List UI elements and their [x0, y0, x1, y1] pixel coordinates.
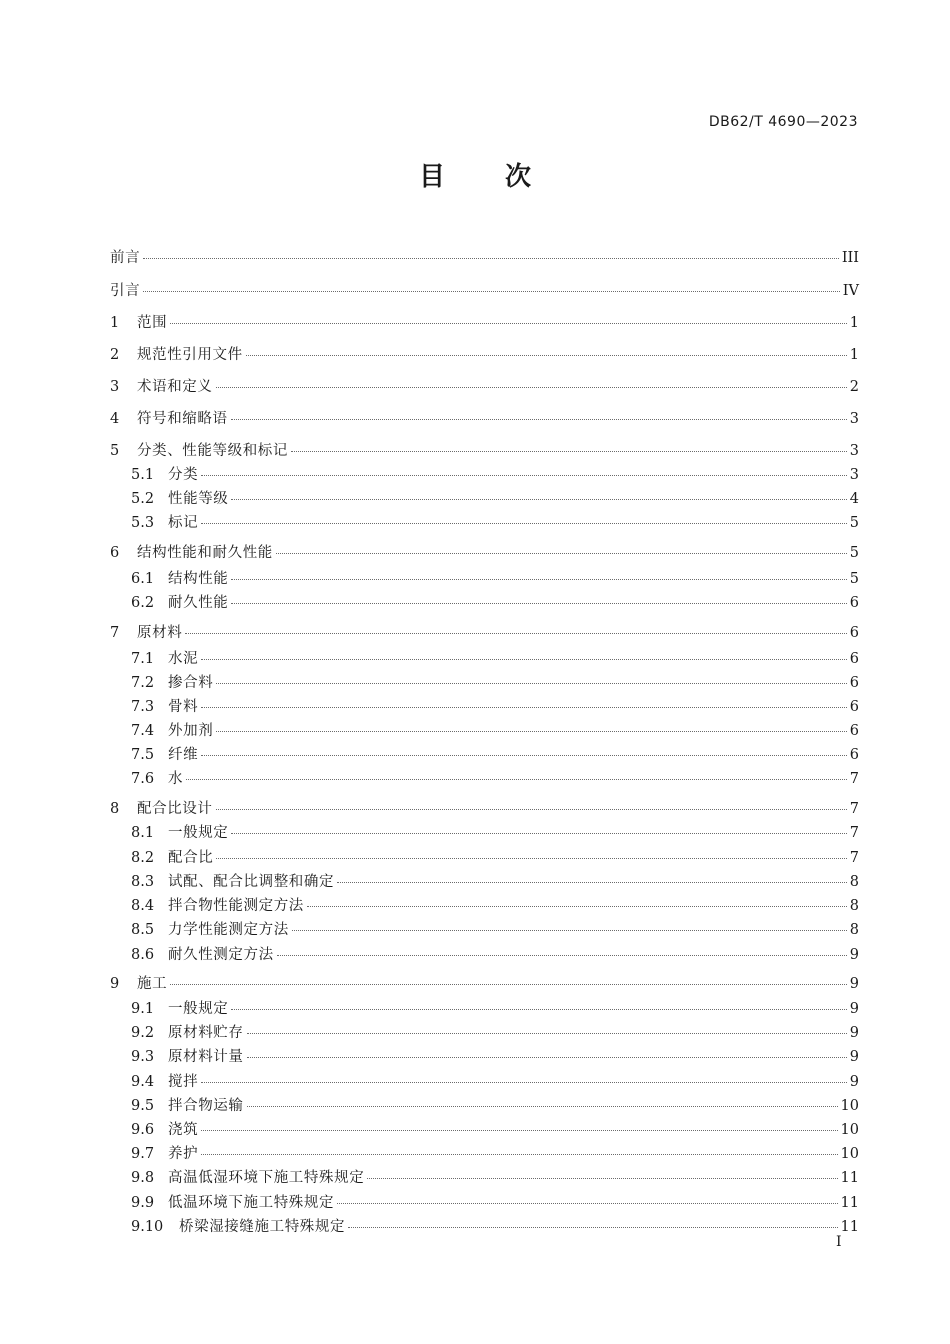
- toc-entry-number: 8.6: [131, 947, 155, 963]
- toc-entry-title: 外加剂: [168, 723, 214, 739]
- toc-entry-number: 8.1: [131, 825, 155, 841]
- dot-leader: [143, 258, 839, 259]
- toc-entry-title: 水泥: [168, 651, 199, 667]
- toc-entry-title: 配合比设计: [137, 801, 213, 817]
- toc-entry-title: 分类: [168, 467, 199, 483]
- toc-entry-page: 6: [849, 651, 859, 667]
- toc-entry-number: 9.9: [131, 1195, 155, 1211]
- toc-entry-number: 7.3: [131, 699, 155, 715]
- toc-entry-title: 拌合物性能测定方法: [168, 898, 304, 914]
- dot-leader: [348, 1227, 837, 1228]
- toc-entry-page: 10: [840, 1098, 859, 1114]
- toc-entry-number: 2: [110, 347, 120, 363]
- toc-entry-number: 9.10: [131, 1219, 164, 1235]
- toc-subentry[interactable]: [131, 1023, 859, 1043]
- dot-leader: [216, 731, 846, 732]
- dot-leader: [170, 323, 847, 324]
- toc-entry-page: 7: [849, 825, 859, 841]
- toc-entry-page: 6: [849, 699, 859, 715]
- toc-entry-page: 8: [849, 898, 859, 914]
- toc-entry-number: 5.3: [131, 515, 155, 531]
- page-number: I: [836, 1234, 842, 1250]
- toc-entry-title: 养护: [168, 1146, 199, 1162]
- toc-entry-title: 一般规定: [168, 825, 229, 841]
- toc-entry-number: 6.1: [131, 571, 155, 587]
- dot-leader: [292, 930, 847, 931]
- toc-entry-page: 3: [849, 467, 859, 483]
- toc-entry[interactable]: [110, 799, 859, 819]
- toc-subentry[interactable]: [131, 945, 859, 965]
- toc-entry-page: 6: [849, 723, 859, 739]
- toc-entry-number: 5.1: [131, 467, 155, 483]
- toc-subentry[interactable]: [131, 1047, 859, 1067]
- toc-entry-page: 7: [849, 801, 859, 817]
- toc-entry-number: 8.3: [131, 874, 155, 890]
- toc-entry-page: 3: [849, 443, 859, 459]
- toc-subentry[interactable]: [131, 721, 859, 741]
- dot-leader: [247, 1057, 847, 1058]
- toc-subentry[interactable]: [131, 745, 859, 765]
- toc-subentry[interactable]: [131, 1096, 859, 1116]
- toc-entry-number: 7.2: [131, 675, 155, 691]
- toc-entry-number: 9.7: [131, 1146, 155, 1162]
- dot-leader: [247, 1033, 847, 1034]
- toc-entry-page: 11: [840, 1219, 859, 1235]
- toc-subentry[interactable]: [131, 823, 859, 843]
- toc-entry-number: 8: [110, 801, 120, 817]
- dot-leader: [231, 499, 846, 500]
- toc-subentry[interactable]: [131, 999, 859, 1019]
- toc-entry-page: 2: [849, 379, 859, 395]
- dot-leader: [201, 659, 847, 660]
- dot-leader: [231, 1009, 846, 1010]
- toc-title: 目次: [418, 162, 591, 192]
- toc-entry-page: IV: [842, 283, 859, 299]
- dot-leader: [367, 1178, 837, 1179]
- toc-entry-page: 9: [849, 1025, 859, 1041]
- toc-entry-number: 4: [110, 411, 120, 427]
- toc-subentry[interactable]: [131, 920, 859, 940]
- dot-leader: [201, 475, 847, 476]
- toc-entry-title: 范围: [137, 315, 168, 331]
- dot-leader: [307, 906, 847, 907]
- toc-entry-title: 掺合料: [168, 675, 214, 691]
- toc-subentry[interactable]: [131, 513, 859, 533]
- toc-entry-page: 5: [849, 571, 859, 587]
- toc-subentry[interactable]: [131, 673, 859, 693]
- toc-entry-page: 6: [849, 595, 859, 611]
- toc-entry[interactable]: [110, 974, 859, 994]
- toc-subentry[interactable]: [131, 649, 859, 669]
- toc-entry-title: 耐久性能: [168, 595, 229, 611]
- dot-leader: [291, 451, 847, 452]
- toc-entry-title: 结构性能: [168, 571, 229, 587]
- toc-subentry[interactable]: [131, 1144, 859, 1164]
- dot-leader: [143, 291, 840, 292]
- toc-entry-number: 8.2: [131, 850, 155, 866]
- toc-subentry[interactable]: [131, 465, 859, 485]
- toc-entry-page: 6: [849, 625, 859, 641]
- toc-subentry[interactable]: [131, 1193, 859, 1213]
- toc-entry-title: 原材料计量: [168, 1049, 244, 1065]
- toc-entry-page: 10: [840, 1146, 859, 1162]
- toc-entry-number: 9.8: [131, 1170, 155, 1186]
- dot-leader: [201, 1154, 837, 1155]
- toc-entry-page: 9: [849, 1001, 859, 1017]
- dot-leader: [246, 355, 847, 356]
- toc-entry-title: 标记: [168, 515, 199, 531]
- dot-leader: [201, 1082, 847, 1083]
- dot-leader: [185, 633, 846, 634]
- toc-entry[interactable]: [110, 543, 859, 563]
- toc-entry-title: 搅拌: [168, 1074, 199, 1090]
- toc-entry[interactable]: [110, 248, 859, 268]
- toc-subentry[interactable]: [131, 872, 859, 892]
- toc-entry-number: 7.5: [131, 747, 155, 763]
- toc-entry-title: 高温低湿环境下施工特殊规定: [168, 1170, 365, 1186]
- toc-entry[interactable]: [110, 281, 859, 301]
- toc-entry-page: 1: [849, 315, 859, 331]
- toc-entry-page: 8: [849, 922, 859, 938]
- toc-entry-title: 纤维: [168, 747, 199, 763]
- dot-leader: [216, 809, 847, 810]
- toc-entry-title: 原材料贮存: [168, 1025, 244, 1041]
- toc-entry-number: 5.2: [131, 491, 155, 507]
- toc-entry-title: 施工: [137, 976, 168, 992]
- dot-leader: [337, 882, 847, 883]
- toc-entry-title: 力学性能测定方法: [168, 922, 289, 938]
- toc-entry-title: 配合比: [168, 850, 214, 866]
- toc-entry-page: 8: [849, 874, 859, 890]
- toc-subentry[interactable]: [131, 1120, 859, 1140]
- toc-entry-page: 11: [840, 1170, 859, 1186]
- toc-entry-number: 9: [110, 976, 120, 992]
- dot-leader: [201, 755, 847, 756]
- toc-entry-page: 9: [849, 1049, 859, 1065]
- toc-entry-page: 7: [849, 771, 859, 787]
- toc-entry[interactable]: [110, 409, 859, 429]
- toc-entry-title: 前言: [110, 250, 141, 266]
- toc-entry-number: 6: [110, 545, 120, 561]
- toc-entry-number: 9.2: [131, 1025, 155, 1041]
- dot-leader: [231, 579, 846, 580]
- toc-entry-number: 9.4: [131, 1074, 155, 1090]
- toc-entry-page: 9: [849, 947, 859, 963]
- toc-entry-title: 原材料: [137, 625, 183, 641]
- toc-subentry[interactable]: [131, 1072, 859, 1092]
- toc-entry-number: 9.5: [131, 1098, 155, 1114]
- toc-entry-number: 6.2: [131, 595, 155, 611]
- toc-entry-title: 符号和缩略语: [137, 411, 228, 427]
- toc-entry-number: 7: [110, 625, 120, 641]
- toc-entry-title: 骨料: [168, 699, 199, 715]
- toc-entry-page: III: [841, 250, 859, 266]
- toc-entry-title: 规范性引用文件: [137, 347, 243, 363]
- toc-entry-title: 水: [168, 771, 184, 787]
- dot-leader: [247, 1106, 838, 1107]
- toc-entry-title: 结构性能和耐久性能: [137, 545, 273, 561]
- dot-leader: [231, 419, 847, 420]
- toc-entry-number: 1: [110, 315, 120, 331]
- toc-entry-number: 9.1: [131, 1001, 155, 1017]
- toc-entry-page: 6: [849, 747, 859, 763]
- toc-entry-title: 试配、配合比调整和确定: [168, 874, 335, 890]
- dot-leader: [216, 387, 847, 388]
- toc-entry[interactable]: [110, 377, 859, 397]
- dot-leader: [201, 1130, 837, 1131]
- toc-entry[interactable]: [110, 313, 859, 333]
- toc-entry-number: 8.5: [131, 922, 155, 938]
- toc-entry-title: 性能等级: [168, 491, 229, 507]
- toc-entry-title: 浇筑: [168, 1122, 199, 1138]
- dot-leader: [231, 833, 846, 834]
- toc-entry-number: 7.1: [131, 651, 155, 667]
- toc-subentry[interactable]: [131, 697, 859, 717]
- toc-entry[interactable]: [110, 441, 859, 461]
- toc-entry[interactable]: [110, 345, 859, 365]
- toc-entry-number: 9.3: [131, 1049, 155, 1065]
- toc-entry-title: 一般规定: [168, 1001, 229, 1017]
- dot-leader: [277, 955, 847, 956]
- toc-subentry[interactable]: [131, 1217, 859, 1237]
- toc-subentry[interactable]: [131, 569, 859, 589]
- toc-entry-title: 桥梁湿接缝施工特殊规定: [179, 1219, 346, 1235]
- toc-entry-page: 9: [849, 976, 859, 992]
- toc-entry-title: 耐久性测定方法: [168, 947, 274, 963]
- dot-leader: [216, 858, 846, 859]
- toc-subentry[interactable]: [131, 593, 859, 613]
- dot-leader: [276, 553, 847, 554]
- toc-entry-page: 5: [849, 515, 859, 531]
- toc-entry-title: 引言: [110, 283, 141, 299]
- toc-subentry[interactable]: [131, 1168, 859, 1188]
- toc-entry-page: 3: [849, 411, 859, 427]
- dot-leader: [170, 984, 847, 985]
- toc-entry-page: 6: [849, 675, 859, 691]
- toc-subentry[interactable]: [131, 896, 859, 916]
- toc-subentry[interactable]: [131, 848, 859, 868]
- toc-entry-number: 7.6: [131, 771, 155, 787]
- toc-entry-number: 7.4: [131, 723, 155, 739]
- toc-entry-number: 9.6: [131, 1122, 155, 1138]
- toc-entry-title: 拌合物运输: [168, 1098, 244, 1114]
- dot-leader: [216, 683, 846, 684]
- dot-leader: [186, 779, 847, 780]
- toc-entry-page: 1: [849, 347, 859, 363]
- toc-entry-page: 9: [849, 1074, 859, 1090]
- toc-entry-title: 低温环境下施工特殊规定: [168, 1195, 335, 1211]
- toc-entry-number: 5: [110, 443, 120, 459]
- toc-entry-title: 术语和定义: [137, 379, 213, 395]
- toc-entry-number: 8.4: [131, 898, 155, 914]
- dot-leader: [231, 603, 846, 604]
- toc-subentry[interactable]: [131, 769, 859, 789]
- toc-entry-number: 3: [110, 379, 120, 395]
- toc-entry-page: 11: [840, 1195, 859, 1211]
- dot-leader: [201, 707, 847, 708]
- dot-leader: [201, 523, 847, 524]
- toc-entry[interactable]: [110, 623, 859, 643]
- toc-subentry[interactable]: [131, 489, 859, 509]
- dot-leader: [337, 1203, 837, 1204]
- standard-code: DB62/T 4690—2023: [708, 114, 858, 130]
- toc-entry-title: 分类、性能等级和标记: [137, 443, 288, 459]
- toc-entry-page: 10: [840, 1122, 859, 1138]
- toc-entry-page: 5: [849, 545, 859, 561]
- toc-entry-page: 7: [849, 850, 859, 866]
- toc-entry-page: 4: [849, 491, 859, 507]
